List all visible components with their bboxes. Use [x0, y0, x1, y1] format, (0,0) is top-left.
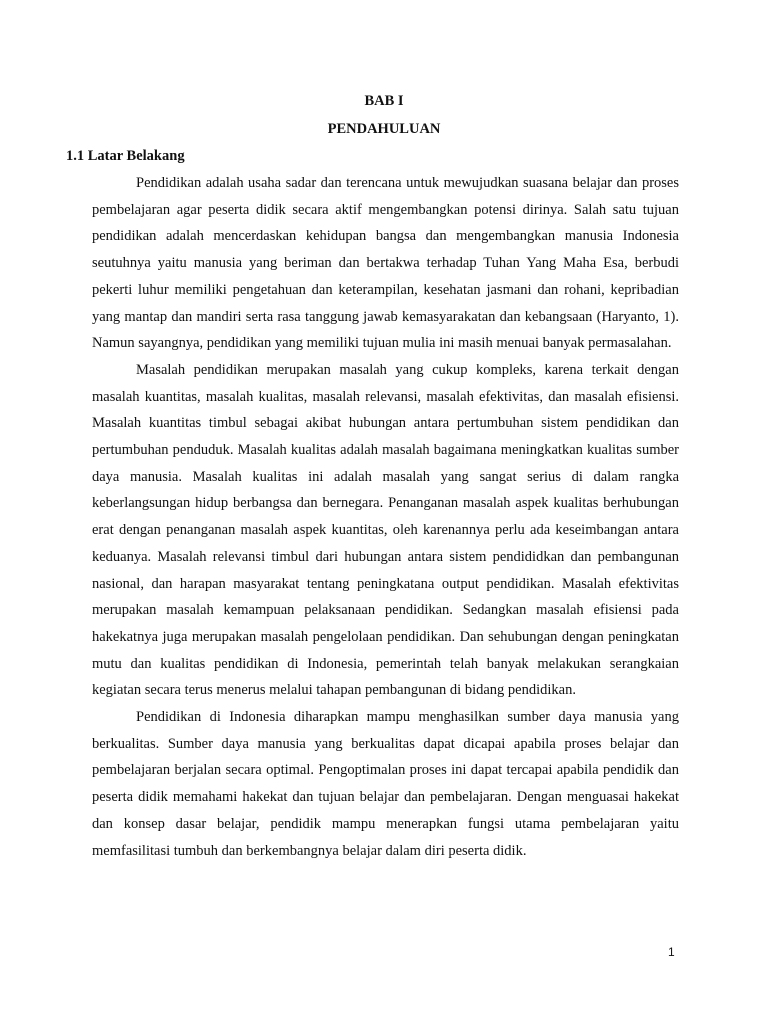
- paragraph-1: Pendidikan adalah usaha sadar dan terencana untuk mewujudkan suasana belajar dan proses pembelajaran agar peserta didik secara aktif mengembangkan potensi dirinya. Salah satu tujuan pendidikan adalah mencerdaskan kehidupan bangsa dan mengembangkan manusia Indonesia seutuhnya yaitu manusia yang beriman dan bertakwa terhadap Tuhan Yang Maha Esa, berbudi pekerti luhur memiliki pengetahuan dan keterampilan, kesehatan jasmani dan rohani, kepribadian yang mantap dan mandiri serta rasa tanggung jawab kemasyarakatan dan kebangsaan (Haryanto, 1). Namun sayangnya, pendidikan yang memiliki tujuan mulia ini masih menuai banyak permasalahan.: [92, 175, 679, 352]
- body-text: [92, 170, 679, 864]
- section-heading: 1.1 Latar Belakang: [66, 148, 185, 164]
- page-number: 1: [668, 945, 675, 959]
- chapter-title: PENDAHULUAN: [327, 121, 441, 137]
- paragraph-3: Pendidikan di Indonesia diharapkan mampu menghasilkan sumber daya manusia yang berkualitas. Sumber daya manusia yang berkualitas dapat dicapai apabila proses belajar dan pembelajaran berjalan secara optimal. Pengoptimalan proses ini dapat tercapai apabila pendidik dan peserta didik memahami hakekat dan tujuan belajar dan pembelajaran. Dengan menguasai hakekat dan konsep dasar belajar, pendidik mampu menerapkan fungsi utama pembelajaran yaitu memfasilitasi tumbuh dan berkembangnya belajar dalam diri peserta didik.: [92, 709, 679, 859]
- paragraph-2: Masalah pendidikan merupakan masalah yang cukup kompleks, karena terkait dengan masalah kuantitas, masalah kualitas, masalah relevansi, masalah efektivitas, dan masalah efisiensi. Masalah kuantitas timbul sebagai akibat hubungan antara pertumbuhan sistem pendidikan dan pertumbuhan penduduk. Masalah kualitas adalah masalah bagaimana meningkatkan kualitas sumber daya manusia. Masalah kualitas ini adalah masalah yang sangat serius di dalam rangka keberlangsungan hidup berbangsa dan bernegara. Penanganan masalah aspek kualitas berhubungan erat dengan penanganan masalah aspek kuantitas, oleh karenannya perlu ada keseimbangan antara keduanya. Masalah relevansi timbul dari hubungan antara sistem pendididkan dan pembangunan nasional, dan harapan masyarakat tentang peningkatana output pendidikan. Masalah efektivitas merupakan masalah kemampuan pelaksanaan pendidikan. Sedangkan masalah efisiensi pada hakekatnya juga merupakan masalah pengelolaan pendidikan. Dan sehubungan dengan peningkatan mutu dan kualitas pendidikan di Indonesia, pemerintah telah banyak melakukan serangkaian kegiatan secara terus menerus melalui tahapan pembangunan di bidang pendidikan.: [92, 361, 679, 699]
- chapter-label: BAB I: [364, 93, 404, 109]
